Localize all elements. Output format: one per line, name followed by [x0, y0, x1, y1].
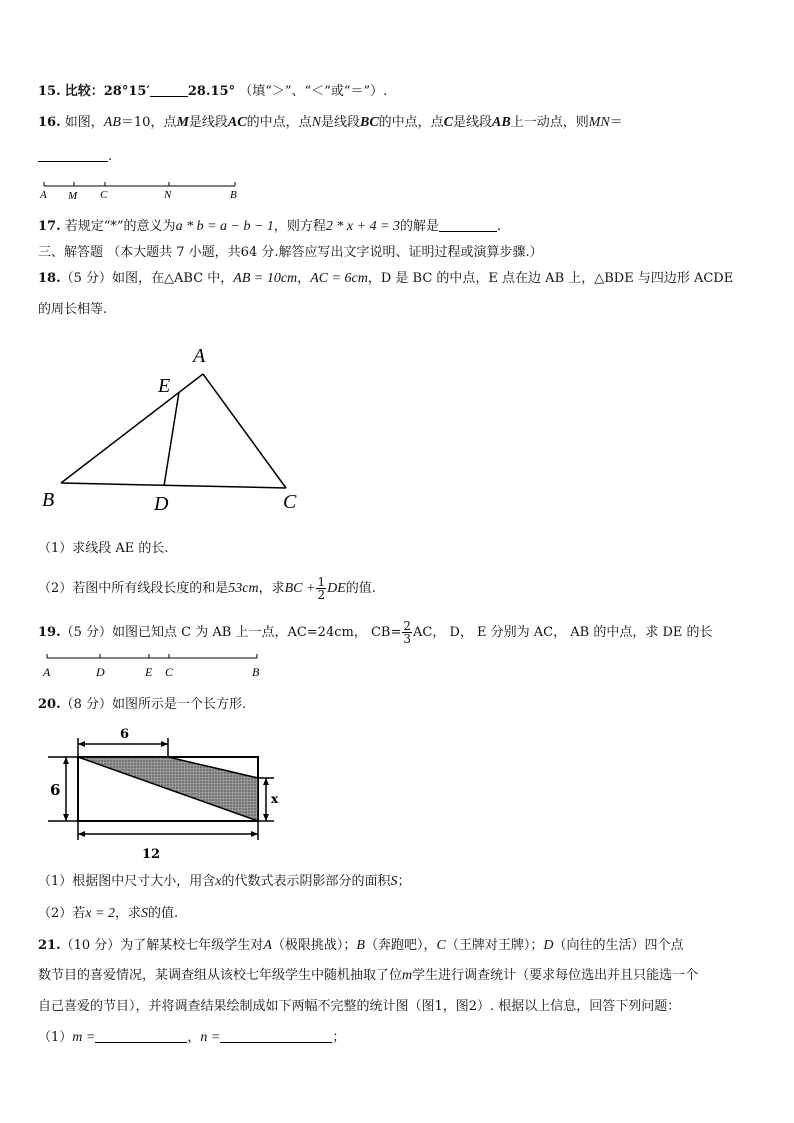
q16-text: 上一动点，则: [510, 115, 589, 130]
q16-label-b: B: [230, 189, 237, 201]
q21-text: ；: [332, 1030, 346, 1045]
q16-math: AB: [492, 115, 511, 130]
fraction-one-half: [316, 576, 326, 601]
q20-text: （1）根据图中尺寸大小，用含: [38, 874, 216, 889]
q21-math: m: [402, 968, 413, 983]
q18-part2: [38, 576, 376, 601]
q16-segment-figure: [38, 178, 248, 202]
q20-text: ，求: [114, 906, 141, 921]
q16-line: [38, 115, 623, 131]
triangle-label-d: D: [154, 493, 169, 515]
triangle-label-a: A: [193, 345, 206, 367]
q19-text: （5 分）如图已知点 C 为 AB 上一点，AC=24cm， CB=: [60, 625, 402, 640]
q18-text: （2）若图中所有线段长度的和是: [38, 581, 229, 596]
q19-label-d: D: [96, 665, 105, 679]
q21-math: C: [436, 938, 446, 953]
q16-period: .: [108, 149, 113, 164]
q16-answer-blank[interactable]: [38, 161, 108, 162]
triangle-label-c: C: [283, 491, 297, 513]
q18-math: AC = 6cm: [310, 271, 368, 286]
q16-answer-line: [38, 149, 112, 165]
q20-math: S: [140, 906, 148, 921]
q19-label-a: A: [43, 665, 51, 679]
q21-text: （王牌对王牌）；: [445, 938, 544, 953]
q21-text: （奔跑吧），: [364, 938, 437, 953]
q17-text: 的解是: [400, 219, 440, 234]
q21-text: （向往的生活）四个点: [553, 938, 684, 953]
q16-text: 的中点，点: [378, 115, 444, 130]
q20-part1: [38, 874, 411, 890]
q16-label-m: M: [68, 190, 78, 202]
q16-text: ＝: [609, 115, 623, 130]
q16-math: AB: [103, 115, 121, 130]
q21-math: B: [356, 938, 365, 953]
q20-number: 20.: [38, 697, 61, 712]
q20-part2: [38, 906, 178, 922]
q16-math: N: [311, 115, 321, 130]
q15-text-2: 28.15°: [187, 84, 236, 99]
q18-math: 53cm: [228, 581, 259, 596]
q15-line: [38, 84, 387, 100]
q18-text: ，求: [258, 581, 285, 596]
triangle-label-b: B: [42, 489, 55, 511]
q19-text: AC， D， E 分别为 AC， AB 的中点，求 DE 的长: [413, 625, 713, 640]
q18-math: BC +: [284, 581, 316, 596]
dimension-bottom-label: 12: [142, 847, 161, 862]
q20-text: ；: [397, 874, 411, 889]
q16-math: MN: [588, 115, 610, 130]
q16-label-n: N: [164, 189, 172, 201]
q18-text: ，D 是 BC 的中点，E 点在边 AB 上，△BDE 与四边形 ACDE: [367, 271, 734, 286]
q16-text: 是线段: [188, 115, 228, 130]
q16-text: 是线段: [320, 115, 360, 130]
q18-line-2: 的周长相等.: [38, 302, 108, 317]
q16-text: 是线段: [453, 115, 493, 130]
fraction-numerator: 2: [403, 619, 411, 633]
q21-line-2: [38, 968, 698, 984]
q20-math: S: [390, 874, 398, 889]
q20-math: x: [215, 874, 222, 889]
segment-ed: [164, 392, 179, 486]
q17-line: [38, 219, 501, 235]
q19-label-c: C: [165, 665, 174, 679]
q17-period: .: [497, 219, 502, 234]
q19-number: 19.: [38, 625, 61, 640]
q21-math: D: [543, 938, 554, 953]
q21-number: 21.: [38, 938, 61, 953]
fraction-numerator: 1: [317, 575, 326, 589]
q17-text: 若规定“*”的意义为: [64, 219, 176, 234]
dimension-top-label: 6: [120, 727, 130, 742]
section-3-header: 三、解答题 （本大题共 7 小题，共64 分.解答应写出文字说明、证明过程或演算步骤.）: [38, 245, 543, 260]
q21-text: 学生进行调查统计（要求每位选出并且只能选一个: [412, 968, 699, 983]
q20-rectangle-figure: [38, 724, 288, 864]
dimension-left-label: 6: [50, 781, 61, 799]
q19-segment-figure: [38, 652, 268, 682]
q21-text: （极限挑战）；: [271, 938, 357, 953]
q21-line-3: 自己喜爱的节目），并将调查结果绘制成如下两幅不完整的统计图（图1，图2）. 根据以上信息，回答下列问题：: [38, 999, 681, 1014]
triangle-label-e: E: [158, 375, 171, 397]
q16-text: ＝10: [120, 115, 151, 130]
q17-number: 17.: [38, 219, 61, 234]
shaded-region: [78, 757, 258, 821]
q21-line-1: [38, 938, 683, 954]
q16-text: ，点: [150, 115, 177, 130]
fraction-denominator: 2: [317, 588, 326, 602]
q21-text: ，: [187, 1030, 201, 1045]
fraction-denominator: 3: [403, 632, 411, 646]
q17-math: a * b = a − b − 1: [175, 219, 274, 234]
side-bc: [61, 483, 286, 488]
q16-math: C: [443, 115, 454, 130]
q18-text: （5 分）如图，在△ABC 中，: [60, 271, 234, 286]
q16-number: 16.: [38, 115, 61, 130]
q21-part1: [38, 1030, 345, 1046]
q20-math: x = 2: [85, 906, 115, 921]
fraction-two-thirds: [402, 620, 412, 645]
q21-text: （1）: [38, 1030, 73, 1045]
side-ba: [61, 374, 203, 483]
q16-text: 的中点，点: [246, 115, 312, 130]
q15-text-1: 比较：28°15′: [64, 84, 150, 99]
side-ac: [203, 374, 286, 488]
q20-line: [38, 697, 246, 713]
q16-math: M: [176, 115, 189, 130]
q16-math: AC: [227, 115, 247, 130]
q16-math: BC: [359, 115, 379, 130]
q20-text: 的代数式表示阴影部分的面积: [221, 874, 391, 889]
q18-number: 18.: [38, 271, 61, 286]
q18-text: ，: [297, 271, 311, 286]
q18-part1: （1）求线段 AE 的长.: [38, 541, 169, 556]
q18-math: AB = 10cm: [233, 271, 298, 286]
q19-label-e: E: [145, 665, 153, 679]
q18-text: 的值.: [345, 581, 376, 596]
q20-text: （8 分）如图所示是一个长方形.: [60, 697, 247, 712]
q19-label-b: B: [252, 665, 260, 679]
q21-m-blank[interactable]: [95, 1042, 187, 1043]
q21-math: A: [263, 938, 272, 953]
q17-answer-blank[interactable]: [439, 231, 497, 232]
q16-label-c: C: [100, 189, 108, 201]
q18-line: [38, 271, 733, 287]
dimension-right-label: x: [271, 792, 279, 806]
q21-math: m =: [72, 1030, 96, 1045]
q18-math: DE: [327, 581, 346, 596]
q20-text: 的值.: [147, 906, 179, 921]
q21-text: （10 分）为了解某校七年级学生对: [60, 938, 264, 953]
q15-number: 15.: [38, 84, 61, 99]
q21-n-blank[interactable]: [220, 1042, 332, 1043]
q19-line: [38, 620, 713, 645]
q18-triangle-figure: [38, 340, 308, 520]
q20-text: （2）若: [38, 906, 86, 921]
q16-text: 如图，: [64, 115, 104, 130]
q16-label-a: A: [40, 189, 47, 201]
q21-math: n =: [200, 1030, 221, 1045]
q21-text: 数节目的喜爱情况，某调查组从该校七年级学生中随机抽取了位: [38, 968, 403, 983]
q17-text: ，则方程: [273, 219, 326, 234]
q15-text-3: （填“＞”、“＜”或“＝”）.: [239, 84, 388, 99]
q17-math: 2 * x + 4 = 3: [325, 219, 401, 234]
q15-answer-blank[interactable]: [150, 96, 188, 97]
